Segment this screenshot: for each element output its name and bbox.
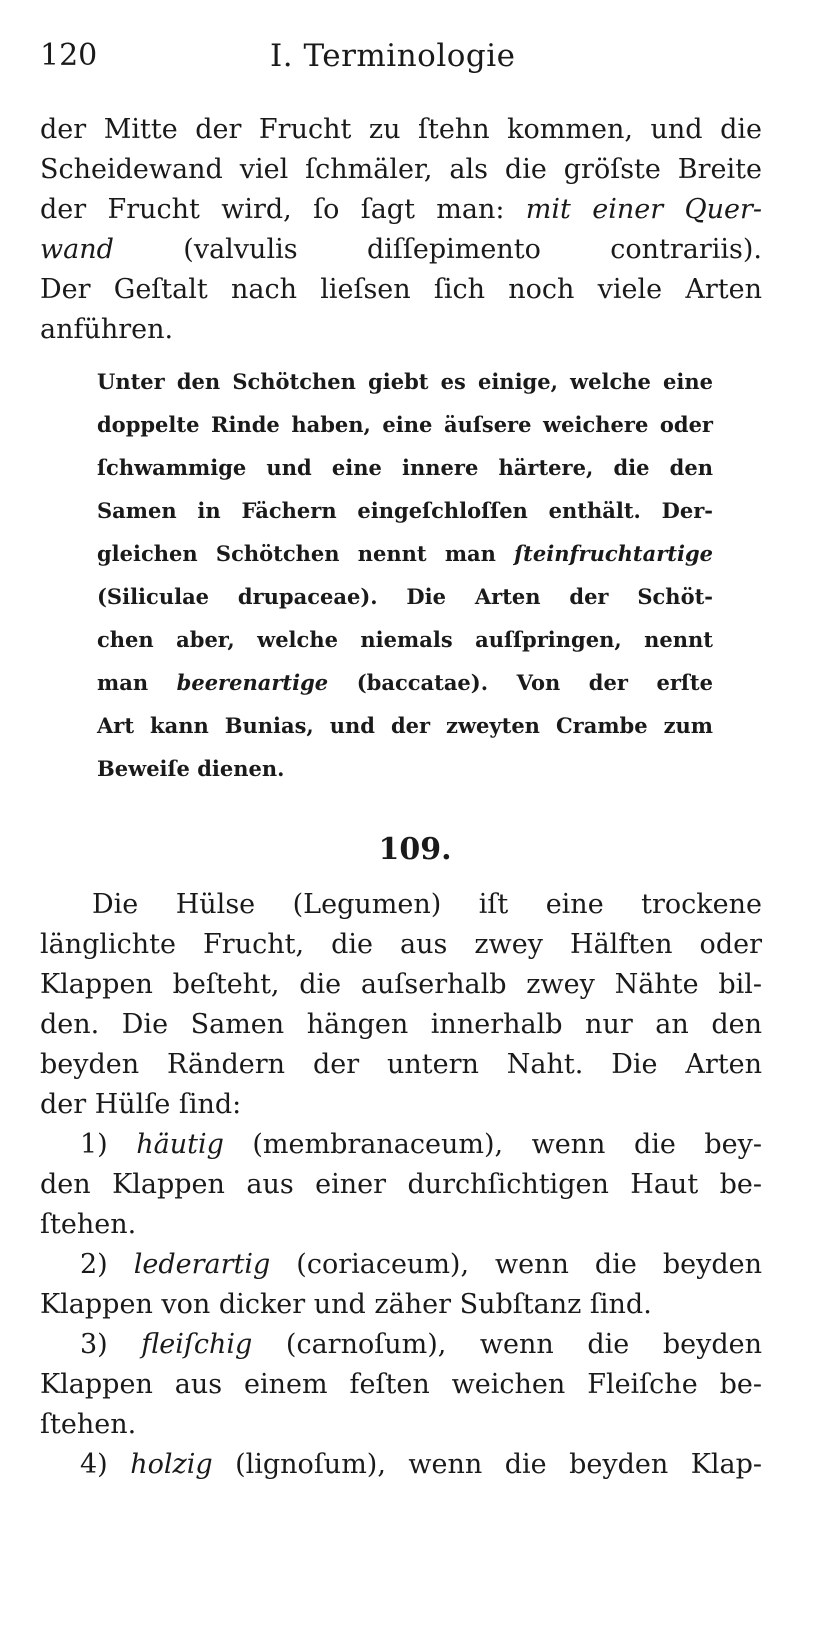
note-line: Unter den Schötchen giebt es einige, welche eine: [97, 369, 713, 394]
list-item: ſtehen.: [40, 1209, 137, 1240]
text-line: Die Hülse (Legumen) iſt eine trockene: [92, 889, 762, 920]
text-line: der Frucht wird, ſo ſagt man: mit einer Quer-: [40, 194, 762, 225]
text-line: Klappen beſteht, die auſserhalb zwey Nähte bil-: [40, 969, 762, 1000]
list-item: Klappen aus einem feſten weichen Fleiſche be-: [40, 1369, 762, 1400]
text-line: der Hülſe ſind:: [40, 1089, 242, 1120]
text-line: anführen.: [40, 314, 174, 345]
note-line: doppelte Rinde haben, eine äuſsere weichere oder: [97, 412, 713, 437]
list-item: ſtehen.: [40, 1409, 137, 1440]
note-line: Beweiſe dienen.: [97, 756, 285, 781]
note-line: ſchwammige und eine innere härtere, die den: [97, 455, 713, 480]
text-line: der Mitte der Frucht zu ſtehn kommen, und die: [40, 114, 762, 145]
note-line: (Siliculae drupaceae). Die Arten der Schöt-: [97, 584, 713, 609]
note-line: chen aber, welche niemals auſſpringen, nennt: [97, 627, 713, 652]
running-title: I. Terminologie: [270, 38, 516, 74]
list-item: 3) fleiſchig (carnoſum), wenn die beyden: [80, 1329, 762, 1360]
page-number: 120: [40, 38, 98, 73]
list-item: 2) lederartig (coriaceum), wenn die beyden: [80, 1249, 762, 1280]
list-item: 1) häutig (membranaceum), wenn die bey-: [80, 1129, 762, 1160]
note-line: man beerenartige (baccatae). Von der erſte: [97, 670, 713, 695]
note-line: Art kann Bunias, und der zweyten Crambe zum: [97, 713, 713, 738]
text-line: beyden Rändern der untern Naht. Die Arten: [40, 1049, 762, 1080]
note-line: Samen in Fächern eingeſchloſſen enthält. Der-: [97, 498, 713, 523]
text-line: wand (valvulis diſſepimento contrariis).: [40, 234, 762, 265]
list-item: 4) holzig (lignoſum), wenn die beyden Klap-: [80, 1449, 763, 1480]
text-line: länglichte Frucht, die aus zwey Hälften oder: [40, 929, 762, 960]
list-item: Klappen von dicker und zäher Subſtanz ſind.: [40, 1289, 652, 1320]
text-line: Der Geſtalt nach lieſsen ſich noch viele Arten: [40, 274, 762, 305]
text-line: den. Die Samen hängen innerhalb nur an den: [40, 1009, 762, 1040]
section-number: 109.: [378, 832, 452, 867]
list-item: den Klappen aus einer durchſichtigen Haut be-: [40, 1169, 762, 1200]
text-line: Scheidewand viel ſchmäler, als die gröſste Breite: [40, 154, 762, 185]
note-line: gleichen Schötchen nennt man ſteinfruchtartige: [97, 541, 713, 566]
page-header: [40, 38, 790, 78]
